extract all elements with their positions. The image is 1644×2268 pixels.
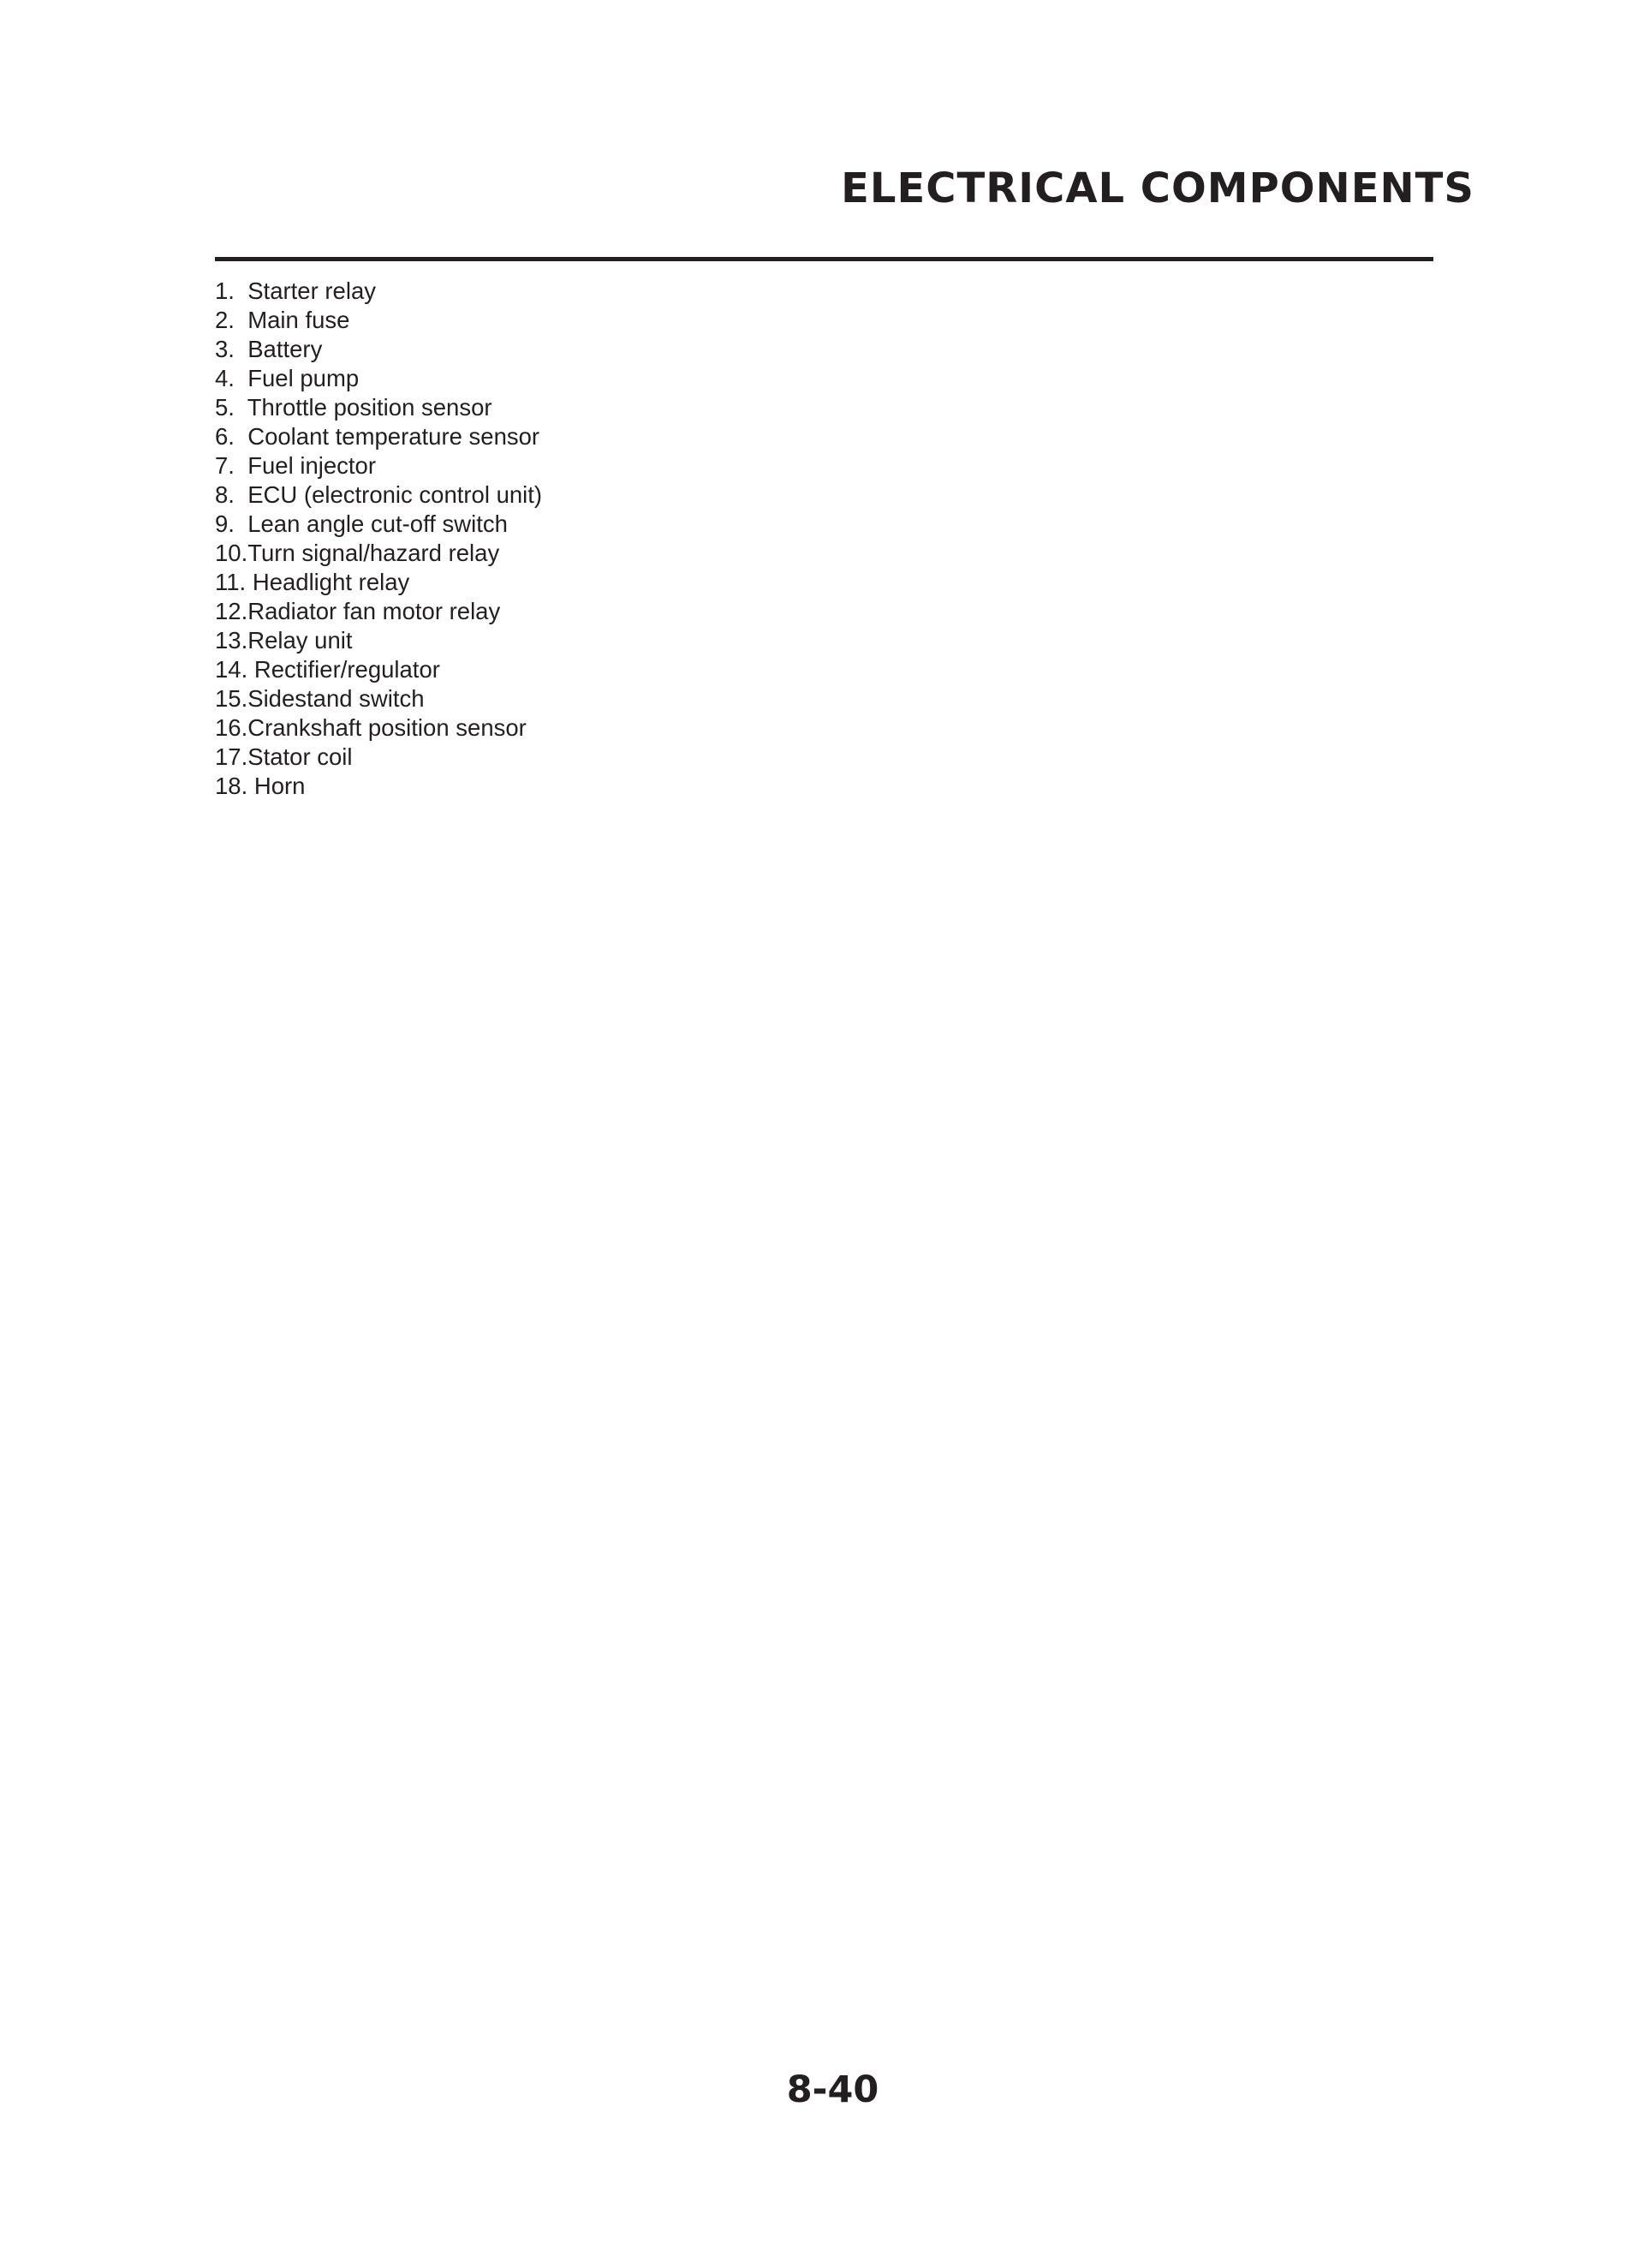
legend-item-horn: 18. Horn: [215, 773, 306, 799]
legend-item-rectifier-regulator: 14. Rectifier/regulator: [215, 656, 440, 683]
legend-item-throttle-position-sensor: 5. Throttle position sensor: [215, 394, 492, 421]
component-legend-list: [215, 277, 542, 801]
legend-item-relay-unit: 13.Relay unit: [215, 627, 353, 654]
legend-item-lean-angle-cutoff-switch: 9. Lean angle cut-off switch: [215, 510, 508, 537]
legend-item-coolant-temperature-sensor: 6. Coolant temperature sensor: [215, 423, 540, 450]
header-divider: [215, 257, 1433, 261]
legend-item-main-fuse: 2. Main fuse: [215, 307, 350, 333]
legend-item-crankshaft-position-sensor: 16.Crankshaft position sensor: [215, 714, 527, 741]
legend-item-stator-coil: 17.Stator coil: [215, 743, 353, 770]
legend-item-ecu: 8. ECU (electronic control unit): [215, 481, 543, 508]
legend-item-sidestand-switch: 15.Sidestand switch: [215, 685, 425, 712]
legend-item-fuel-injector: 7. Fuel injector: [215, 452, 377, 479]
legend-item-headlight-relay: 11. Headlight relay: [215, 569, 410, 595]
legend-item-starter-relay: 1. Starter relay: [215, 278, 376, 304]
page-title: ELECTRICAL COMPONENTS: [841, 164, 1474, 212]
page-number: 8-40: [786, 2068, 879, 2111]
legend-item-fuel-pump: 4. Fuel pump: [215, 365, 360, 391]
legend-item-battery: 3. Battery: [215, 336, 323, 362]
legend-item-turn-signal-hazard-relay: 10.Turn signal/hazard relay: [215, 540, 500, 566]
legend-item-radiator-fan-motor-relay: 12.Radiator fan motor relay: [215, 598, 501, 624]
